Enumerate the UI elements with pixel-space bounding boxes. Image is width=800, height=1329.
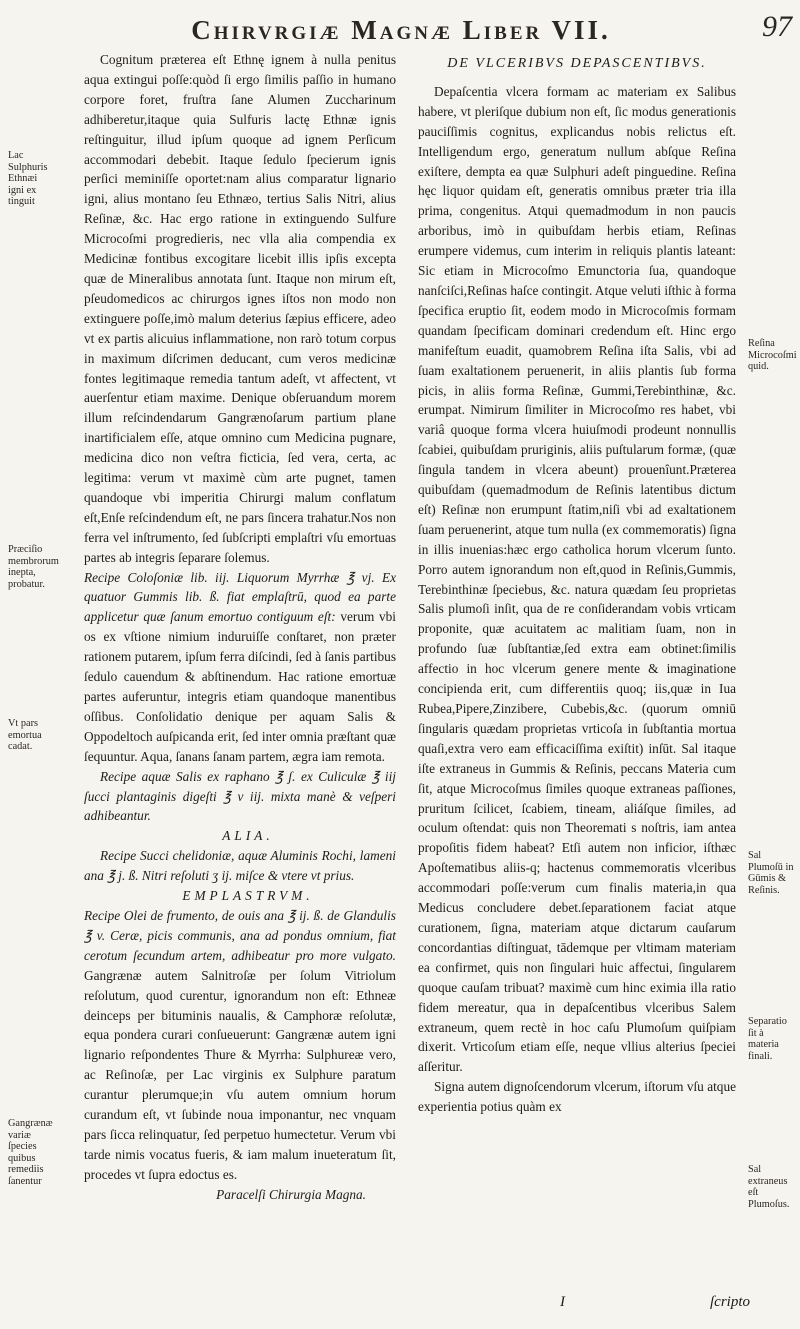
margin-note-right-1: Reſina Microcoſmi quid. xyxy=(748,338,797,373)
body-paragraph: Depaſcentia vlcera formam ac materiam ex Salibus habere, vt pleriſque dubium non eſt, ſic modus generationis pauciſſimis cognitus, explicandus nobis relictus eſt. Intelligendum ergo, generatum nullum abſque Reſina exiſtere, dempta ea quæ Sulphuri adeſt pinguedine. Reſina hęc liquor quidam eſt, generatis omnibus præter tria illa prima, congenitus. Atqui quemadmodum in non paucis arboribus, imò in quibuſdam herbis etiam, Reſinas erumpere videmus, cum interim in reliquis plantis lateant: Sic etiam in Microcoſmo Emunctoria ſua, quandoque nanſciſci,Reſinas haſce contingit. Atque veluti iſthic à forma ſpecifica eruptio ſit, eodem modo in Microcoſmis formam quandam ſpecificam dominari credendum eſt. Hinc ergo manifeſtum euadit, quamobrem Reſina iſta Salis, vbi ad ſuam exaltationem peruenerit, in aliis plantis ſub forma picis, in aliis forma Reſinæ, Gummi,Terebinthinæ, &c. erumpat. Nimirum ſimiliter in Microcoſmo res habet, vbi variâ quoque forma vlcera huiuſmodi prodeunt nonnullis ſcabiei, quibuſdam pruriginis, aliis puſtularum formæ, (quæ ſingula tandem in vlcera abeunt) prouenîunt.Præterea quibuſdam (quemadmodum de Reſinis latentibus dictum eſt) Reſinæ non erumpunt ſtatim,niſi vbi ad exaltationem ſuam peruenerint, atque tum nulla (ex commemoratis) ſigna in illis inuenias:hæc ergo catholica horum vlcerum ſunto. Porro autem ignorandum non eſt,quod in Reſinis,Gummis, Terebinthinæ ſpeciebus, &c. natura quædam ſeu proprietas Salis plumoſi inſit, qua de re conſiderandam vobis vrticam proponite, quæ acuitatem ac malitiam ſuam, non in profundo ſuæ ſubſtantiæ,ſed extra eam obtinet:ſimilis affectio in hoc vlcerum genere mente & imaginatione concipienda erit, cum differentiis quoq; iis,quæ in Iua Rubea,Pipere,Zinzibere, Cubebis,&c. (quorum omniū ſingularis quædam proprietas vrticoſa in ſubſtantia mortua quaſi,extra vero eam efficaciſſima exiſtit) inſūt. Sal itaque iſte extraneus in Gummis & Reſinis, peccans Materia cum ſit, atque Microcoſmus ſimiles quoque extraneas paſſiones, pruritum ſcilicet, ſcabiem, tineam, aliáſque ſimiles, ad oculum oſtendat: quis non Theoremati s noſtris, iam antea propoſitis fidem habeat? Etſi autem non inficior, iſthæc Apoſtematibus aliis-q; hactenus commemoratis vlceribus accommodari poſſe:verum cum finalis materia,in qua Medicus concludere debet.ſeparationem faciat atque curationem, ſigna, materiam atque dictarum cauſarum concordantias diſtinguat, tādemque per vltimam materiam ea confirmet, quis non ſingulari huic affectui, ſingularem quoque cauſam tribuat? maximè cum hinc eximia illa ratio fidem mereatur, qua in depaſcentibus vlceribus Salem extraneum, quem rectè in hoc caſu Plumoſum quiſpiam dixerit. Vrticoſum etiam eſſe, neque vllius alterius ſpeciei aſſeritur. xyxy=(418,83,736,1075)
catchword-right: ſcripto xyxy=(710,1294,750,1310)
recipe-paragraph: Recipe Succi chelidoniæ, aquæ Aluminis Rochi, lameni ana ℥ j. ß. Nitri reſoluti ʒ ij. miſce & vtere vt prius. xyxy=(84,848,396,884)
recipe-text: Recipe Coloſoniæ lib. iij. Liquorum Myrrhæ ℥ vj. Ex quatuor Gummis lib. ß. fiat emplaſtrū, quod ea parte applicetur quæ ſanum emortuo contiguum eſt: xyxy=(84,569,396,625)
margin-note-left-1: Lac Sulphuris Ethnæi igni ex tinguit xyxy=(8,150,48,208)
body-paragraph: Cognitum præterea eſt Ethnę ignem à nulla penitus aqua extingui poſſe:quòd ſi ergo ſimilis paſſio in humano corpore foret, fruſtra ſane Alumen Zuccharinum adhiberetur,itaque quia Sulfuris lactę Ethnæ ignis reſtinguitur, illud ipſum quoque ad ignem Perſicum accommodari debebit. Itaque ſedulo ſpecierum ignis perſici meminiſſe oportet:nam alius comparatur lignario igni, alius montano ſeu Ethnæo, tertius Salis Nitri, alius Reſinæ, &c. Hac ergo ratione in extinguendo Sulfure Microcoſmi progredieris, nec vlla alia compendia ex Medicinæ fontibus excogitare licebit illis ipſis excepta quæ de Mineralibus annotata ſunt. Itaque non mirum eſt, pſeudomedicos ac chirurgos ignes iſtos non modo non extinguere poſſe,imò malum deterius ſæpius efficere, adeo vt ex partis alicuius inflammatione, non rarò totum corpus in maximum diſcrimen deducant, cum veros medicinæ fontes legitimaque remedia tantum adeſt, vt affectent, vt auerſentur etiam maxime. Denique obſeruandum morem illum reſcindendarum Gangrænoſarum partium plane inartificialem eſſe, atque omnino cum Medicina pugnare, medicina dico non veſtra ficticia, ſed vera, certa, ac legitima: verum vt maximè cùm arte pugnet, tamen quandoque vbi imperitia Chirurgi malum conflatum eſt,Enſe reſcindendum eſt, ne pars ſincera trahatur.Nos non ferra vel inſtrumento, ſed ſubſcripti emplaſtri vſu emortuas partes ab integris ſeparare ſolemus. xyxy=(84,52,396,565)
section-subheading: EMPLASTRVM. xyxy=(182,888,314,904)
body-text: Gangrænæ autem Salnitroſæ per ſolum Vitriolum reſolutum, quod curentur, ignorandum non eſt: Ethneæ deinceps per bituminis naualis, & Camphoræ reſolutæ, equa pondera curari conſueuerunt: Gangrænæ autem igni lignario reſpondentes Thure & Myrrha: Sulphureæ vero, ac Reſinoſæ, per Lac virginis ex Sulphure paratum curantur plerumque;in vſu autem omnium horum curandum eſt, vt ſubinde noua imponantur, nec vnquam pars ſicca relinquatur, ſed perpetuo humectetur. Verum vbi tarde nimis vocatus fueris, & iam malum inueteratum ſit, procedes vt ſupra edoctus es. xyxy=(84,967,396,1182)
body-text: verum vbi os ex vſtione nimium induruiſſe conſtaret, non præter rationem putarem, ipſum ferra diſcindi, ſed à ſanis partibus ſedulo cauendum & abſtinendum. Hac ratione emortuæ partes auferuntur, integris etiam quandoque manentibus oſſibus. Conſolidatio denique per aquam Salis & Oppodeltoch auſpicanda erit, ſed inter omnia præſtant quæ ſequuntur. Aqua, ſanans ſanam partem, ægra iam remota. xyxy=(84,609,396,764)
recipe-text: Recipe Olei de frumento, de ouis ana ℥ ij. ß. de Glandulis ℥ v. Ceræ, picis communis, ana ad pondus omnium, fiat cerotum ſecundum artem, adhibeatur pro more vulgato. xyxy=(84,907,396,963)
margin-note-right-3: Separatio ſit à materia finali. xyxy=(748,1016,787,1062)
right-column xyxy=(418,50,736,1301)
section-subheading: ALIA. xyxy=(222,828,274,844)
margin-note-left-4: Gangrænæ variæ ſpecies quibus remediis ſanentur xyxy=(8,1118,53,1187)
left-column xyxy=(84,50,396,1301)
recipe-paragraph: Recipe aquæ Salis ex raphano ℥ ʃ. ex Culiculæ ℥ iij ſucci plantaginis digeſti ℥ v iij. mixta manè & veſperi adhibeantur. xyxy=(84,768,396,824)
catchword: Paracelſi Chirurgia Magna. xyxy=(216,1186,366,1202)
signature-line xyxy=(560,1294,750,1311)
running-head xyxy=(30,6,772,46)
page-number: 97 xyxy=(762,10,792,43)
margin-note-right-4: Sal extraneus eſt Plumoſus. xyxy=(748,1164,790,1210)
section-heading: DE VLCERIBVS DEPASCENTIBVS. xyxy=(447,56,707,71)
margin-note-left-3: Vt pars emortua cadat. xyxy=(8,718,42,753)
running-title: Chirvrgiæ Magnæ Liber VII. xyxy=(191,15,611,45)
recipe-paragraph xyxy=(84,906,396,1185)
margin-note-right-2: Sal Plumoſū in Gūmis & Reſinis. xyxy=(748,850,794,896)
body-paragraph: Signa autem dignoſcendorum vlcerum, iſtorum vſu atque experientia potius quàm ex xyxy=(418,1079,736,1115)
signature-mark: I xyxy=(560,1294,565,1310)
recipe-paragraph xyxy=(84,568,396,767)
margin-note-left-2: Præciſio membrorum inepta, probatur. xyxy=(8,544,59,590)
